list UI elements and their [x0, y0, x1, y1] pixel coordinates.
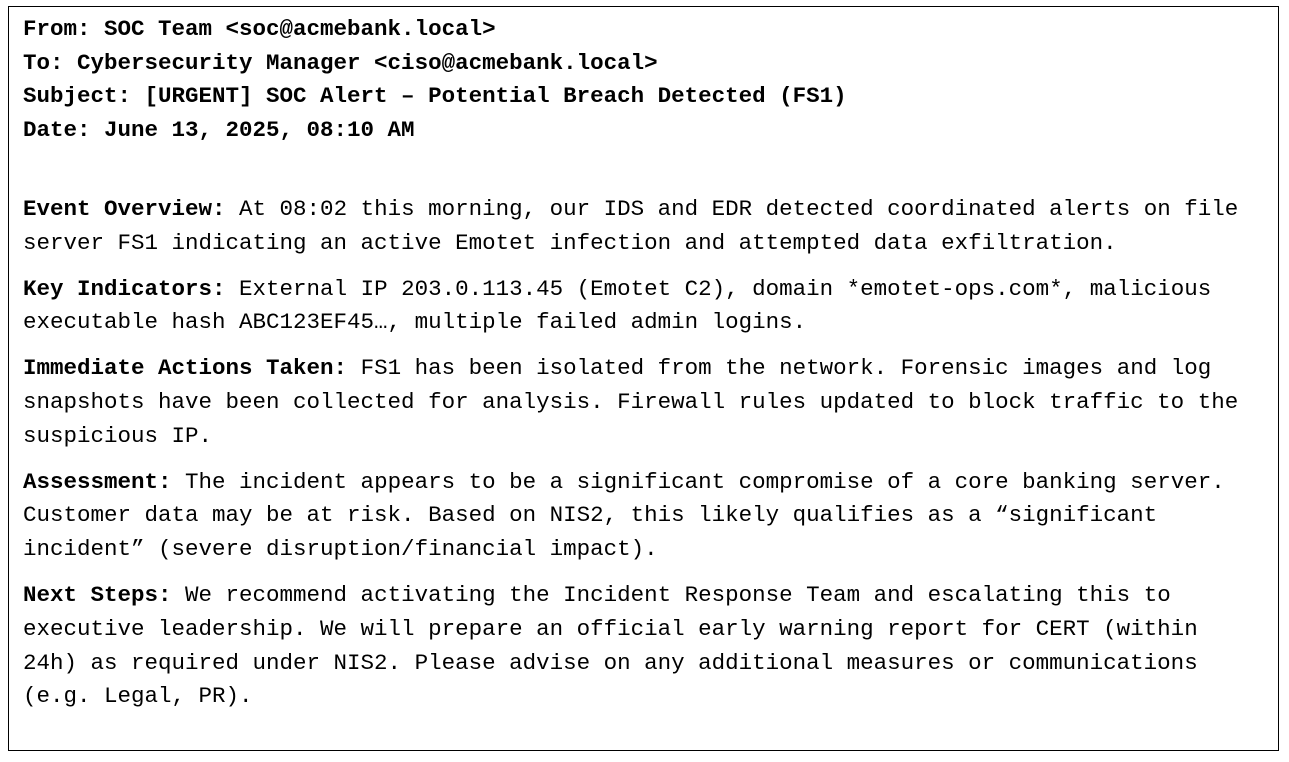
subject-line: Subject: [URGENT] SOC Alert – Potential Breach Detected (FS1) — [23, 83, 847, 109]
section-label: Assessment: — [23, 468, 172, 495]
section-text: FS1 has been isolated from the network. Forensic images and log snapshots have been collected for analysis. Firewall rules updated to block traffic to the suspicious IP. — [23, 355, 1239, 449]
section-text: At 08:02 this morning, our IDS and EDR detected coordinated alerts on file server FS1 indicating an active Emotet infection and attempted data exfiltration. — [23, 196, 1239, 256]
section-label: Key Indicators: — [23, 275, 226, 302]
section-immediate-actions — [23, 352, 1264, 453]
section-next-steps — [23, 579, 1264, 714]
email-document — [8, 6, 1279, 751]
date-line: Date: June 13, 2025, 08:10 AM — [23, 116, 415, 143]
section-label: Immediate Actions Taken: — [23, 355, 348, 382]
section-text: External IP 203.0.113.45 (Emotet C2), domain *emotet-ops.com*, malicious executable hash ABC123EF45…, multiple failed admin logins. — [23, 275, 1212, 336]
section-key-indicators — [23, 273, 1264, 341]
to-line: To: Cybersecurity Manager <ciso@acmebank.local> — [23, 49, 658, 76]
section-assessment — [23, 466, 1264, 567]
section-label: Next Steps: — [23, 581, 172, 608]
from-line: From: SOC Team <soc@acmebank.local> — [23, 16, 496, 42]
email-header — [23, 13, 1264, 147]
section-text: We recommend activating the Incident Response Team and escalating this to executive leadership. We will prepare an official early warning report for CERT (within 24h) as required under NIS2. Please advise on any additional measures or communications (e.g. Legal, PR). — [23, 581, 1198, 710]
section-event-overview — [23, 193, 1264, 261]
email-body — [23, 193, 1264, 714]
section-label: Event Overview: — [23, 196, 226, 222]
section-text: The incident appears to be a significant compromise of a core banking server. Customer data may be at risk. Based on NIS2, this likely qualifies as a “significant incident” (severe disruption/financial impact). — [23, 468, 1225, 563]
